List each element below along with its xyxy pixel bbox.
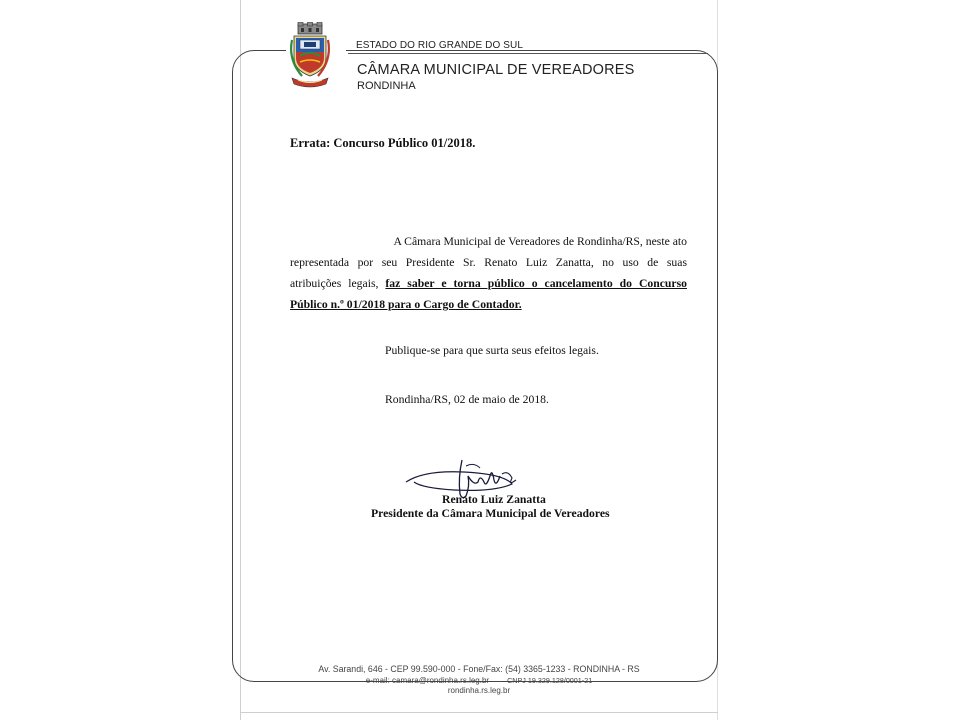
header-city-name: RONDINHA bbox=[357, 80, 416, 92]
signatory-name: Renato Luiz Zanatta bbox=[442, 493, 546, 506]
publication-notice: Publique-se para que surta seus efeitos legais. bbox=[385, 344, 599, 357]
footer-email: e-mail: camara@rondinha.rs.leg.br bbox=[365, 676, 490, 685]
body-line-3-plain: atribuições legais, bbox=[290, 277, 386, 290]
body-paragraph bbox=[290, 231, 687, 315]
footer-contact bbox=[240, 676, 718, 685]
footer-cnpj: CNPJ 19.329.128/0001-21 bbox=[507, 676, 593, 685]
body-line-4-emphasis: Público n.º 01/2018 para o Cargo de Contador. bbox=[290, 298, 522, 311]
header-divider bbox=[348, 53, 708, 54]
body-line-3 bbox=[290, 273, 687, 294]
municipal-coat-of-arms-icon bbox=[288, 22, 332, 92]
page-bottom-edge bbox=[240, 712, 718, 713]
body-line-1: A Câmara Municipal de Vereadores de Rondinha/RS, neste ato bbox=[393, 235, 687, 248]
body-line-3-emphasis: faz saber e torna público o cancelamento do Concurso bbox=[385, 277, 687, 290]
header-state-name: ESTADO DO RIO GRANDE DO SUL bbox=[356, 40, 523, 51]
errata-title: Errata: Concurso Público 01/2018. bbox=[290, 136, 476, 150]
footer-website: rondinha.rs.leg.br bbox=[447, 686, 511, 695]
header-institution-title: CÂMARA MUNICIPAL DE VEREADORES bbox=[357, 62, 635, 78]
body-line-2: representada por seu Presidente Sr. Renato Luiz Zanatta, no uso de suas bbox=[290, 256, 687, 269]
place-and-date: Rondinha/RS, 02 de maio de 2018. bbox=[385, 393, 549, 406]
footer-address: Av. Sarandi, 646 - CEP 99.590-000 - Fone/Fax: (54) 3365-1233 - RONDINHA - RS bbox=[318, 664, 640, 674]
body-line-4 bbox=[290, 294, 687, 315]
signatory-role: Presidente da Câmara Municipal de Vereadores bbox=[371, 507, 610, 520]
